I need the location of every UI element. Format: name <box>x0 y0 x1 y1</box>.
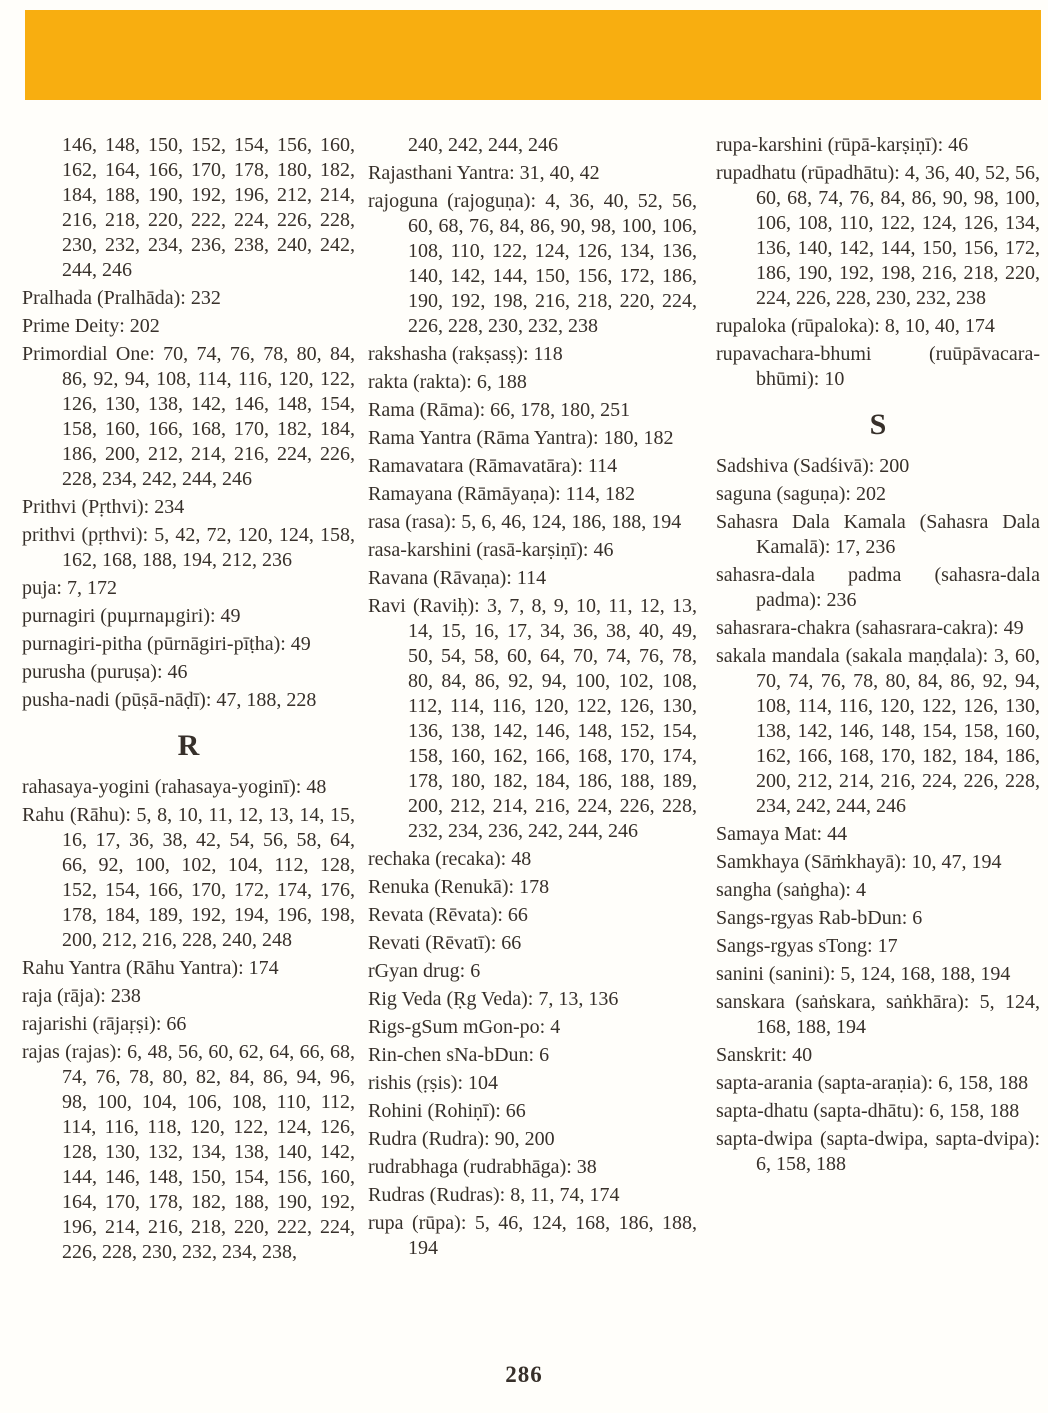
index-entry: Sangs-rgyas Rab-bDun: 6 <box>716 907 923 929</box>
index-entry: rakshasha (rakṣasṣ): 118 <box>368 343 563 365</box>
index-column-3 <box>716 133 1040 1180</box>
index-entry: rajarishi (rājaṛṣi): 66 <box>22 1013 187 1035</box>
index-entry: sahasrara-chakra (sahasrara-cakra): 49 <box>716 617 1024 639</box>
section-heading: S <box>869 408 887 441</box>
index-entry: raja (rāja): 238 <box>22 985 141 1007</box>
index-column-2 <box>368 133 697 1264</box>
index-column-1 <box>22 133 355 1268</box>
index-entry: Rig Veda (Ṛg Veda): 7, 13, 136 <box>368 988 619 1010</box>
index-entry: Ramavatara (Rāmavatāra): 114 <box>368 455 618 477</box>
index-entry: rupaloka (rūpaloka): 8, 10, 40, 174 <box>716 315 995 337</box>
index-entry: Sadshiva (Sadśivā): 200 <box>716 455 910 477</box>
index-entry: Revati (Rēvatī): 66 <box>368 932 522 954</box>
index-entry: Revata (Rēvata): 66 <box>368 904 528 926</box>
index-entry: rishis (ṛṣis): 104 <box>368 1072 498 1094</box>
index-entry: Rama Yantra (Rāma Yantra): 180, 182 <box>368 427 674 449</box>
index-entry: rajoguna (rajoguṇa): 4, 36, 40, 52, 56, 60, 68, 76, 84, 86, 90, 98, 100, 106, 108, 110, 122, 124, 126, 134, 136, 140, 142, 144, 150, 156, 172, 186, 190, 192, 198, 216, 218, 220, 224, 226, 228, 230, 232, 238 <box>368 190 697 337</box>
index-entry: sapta-arania (sapta-araṇia): 6, 158, 188 <box>716 1072 1029 1094</box>
index-entry: Prithvi (Pṛthvi): 234 <box>22 496 185 518</box>
index-entry: puja: 7, 172 <box>22 577 117 599</box>
index-entry: Rama (Rāma): 66, 178, 180, 251 <box>368 399 631 421</box>
index-entry: saguna (saguṇa): 202 <box>716 483 886 505</box>
index-entry: rahasaya-yogini (rahasaya-yoginī): 48 <box>22 776 327 798</box>
index-entry: Rajasthani Yantra: 31, 40, 42 <box>368 162 600 184</box>
index-entry: sanskara (saṅskara, saṅkhāra): 5, 124, 168, 188, 194 <box>716 991 1040 1038</box>
index-entry: Primordial One: 70, 74, 76, 78, 80, 84, 86, 92, 94, 108, 114, 116, 120, 122, 126, 130, 138, 142, 146, 148, 154, 158, 160, 166, 168, 170, 182, 184, 186, 200, 212, 214, 216, 224, 226, 228, 234, 242, 244, 246 <box>22 343 355 490</box>
index-entry: sakala mandala (sakala maṇḍala): 3, 60, 70, 74, 76, 78, 80, 84, 86, 92, 94, 108, 114, 116, 120, 122, 126, 130, 138, 142, 146, 148, 154, 158, 160, 162, 166, 168, 170, 182, 184, 186, 200, 212, 214, 216, 224, 226, 228, 234, 242, 244, 246 <box>716 645 1040 817</box>
index-entry: sapta-dwipa (sapta-dwipa, sapta-dvipa): 6, 158, 188 <box>716 1128 1040 1175</box>
page-number: 286 <box>505 1362 543 1387</box>
index-entry: Pralhada (Pralhāda): 232 <box>22 287 221 309</box>
index-entry: rupadhatu (rūpadhātu): 4, 36, 40, 52, 56, 60, 68, 74, 76, 84, 86, 90, 98, 100, 106, 108, 110, 122, 124, 126, 134, 136, 140, 142, 144, 150, 156, 172, 186, 190, 192, 198, 216, 218, 220, 224, 226, 228, 230, 232, 238 <box>716 162 1040 309</box>
index-entry: sapta-dhatu (sapta-dhātu): 6, 158, 188 <box>716 1100 1020 1122</box>
index-entry: Prime Deity: 202 <box>22 315 160 337</box>
index-entry: Rigs-gSum mGon-po: 4 <box>368 1016 561 1038</box>
index-entry: Rahu Yantra (Rāhu Yantra): 174 <box>22 957 279 979</box>
index-entry: Samaya Mat: 44 <box>716 823 848 845</box>
index-entry: rechaka (recaka): 48 <box>368 848 532 870</box>
index-entry: Sangs-rgyas sTong: 17 <box>716 935 898 957</box>
index-entry-continuation: 146, 148, 150, 152, 154, 156, 160, 162, 164, 166, 170, 178, 180, 182, 184, 188, 190, 192, 196, 212, 214, 216, 218, 220, 222, 224, 226, 228, 230, 232, 234, 236, 238, 240, 242, 244, 246 <box>62 134 355 281</box>
index-entry: Rin-chen sNa-bDun: 6 <box>368 1044 550 1066</box>
index-entry: rupa-karshini (rūpā-karṣiṇī): 46 <box>716 134 969 156</box>
index-entry: rupa (rūpa): 5, 46, 124, 168, 186, 188, 194 <box>368 1212 697 1259</box>
index-entry: purnagiri (puµrnaµgiri): 49 <box>22 605 241 627</box>
index-entry: rGyan drug: 6 <box>368 960 481 982</box>
index-entry: pusha-nadi (pūṣā-nāḍī): 47, 188, 228 <box>22 689 317 711</box>
index-entry: sahasra-dala padma (sahasra-dala padma): 236 <box>716 564 1040 611</box>
index-entry: sanini (sanini): 5, 124, 168, 188, 194 <box>716 963 1011 985</box>
decorative-header-band <box>25 10 1041 100</box>
index-entry: Renuka (Renukā): 178 <box>368 876 550 898</box>
index-entry-continuation: 240, 242, 244, 246 <box>408 134 558 156</box>
index-entry: purusha (puruṣa): 46 <box>22 661 188 683</box>
index-entry: purnagiri-pitha (pūrnāgiri-pīṭha): 49 <box>22 633 311 655</box>
index-entry: Ramayana (Rāmāyaṇa): 114, 182 <box>368 483 635 505</box>
index-entry: Rohini (Rohiṇī): 66 <box>368 1100 526 1122</box>
index-entry: rakta (rakta): 6, 188 <box>368 371 527 393</box>
index-entry: rupavachara-bhumi (ruūpāvacara-bhūmi): 10 <box>716 343 1040 390</box>
index-entry: Ravi (Raviḥ): 3, 7, 8, 9, 10, 11, 12, 13, 14, 15, 16, 17, 34, 36, 38, 40, 49, 50, 54, 58, 60, 64, 70, 74, 76, 78, 80, 84, 86, 92, 94, 100, 102, 108, 112, 114, 116, 120, 122, 126, 130, 136, 138, 142, 146, 148, 152, 154, 158, 160, 162, 166, 168, 170, 174, 178, 180, 182, 184, 186, 188, 189, 200, 212, 214, 216, 224, 226, 228, 232, 234, 236, 242, 244, 246 <box>368 595 697 842</box>
index-entry: prithvi (pṛthvi): 5, 42, 72, 120, 124, 158, 162, 168, 188, 194, 212, 236 <box>22 524 355 571</box>
index-entry: rajas (rajas): 6, 48, 56, 60, 62, 64, 66, 68, 74, 76, 78, 80, 82, 84, 86, 94, 96, 98, 100, 104, 106, 108, 110, 112, 114, 116, 118, 120, 122, 124, 126, 128, 130, 132, 134, 138, 140, 142, 144, 146, 148, 150, 154, 156, 160, 164, 170, 178, 182, 188, 190, 192, 196, 214, 216, 218, 220, 222, 224, 226, 228, 230, 232, 234, 238, <box>22 1041 355 1263</box>
section-heading: R <box>177 729 200 762</box>
index-entry: Samkhaya (Sāṁkhayā): 10, 47, 194 <box>716 851 1002 873</box>
index-entry: Sahasra Dala Kamala (Sahasra Dala Kamalā): 17, 236 <box>716 511 1040 558</box>
index-entry: Sanskrit: 40 <box>716 1044 813 1066</box>
index-entry: rasa (rasa): 5, 6, 46, 124, 186, 188, 194 <box>368 511 682 533</box>
index-entry: Rahu (Rāhu): 5, 8, 10, 11, 12, 13, 14, 15, 16, 17, 36, 38, 42, 54, 56, 58, 64, 66, 92, 100, 102, 104, 112, 128, 152, 154, 166, 170, 172, 174, 176, 178, 184, 189, 192, 194, 196, 198, 200, 212, 216, 228, 240, 248 <box>22 804 355 951</box>
index-entry: Rudra (Rudra): 90, 200 <box>368 1128 555 1150</box>
index-entry: Ravana (Rāvaṇa): 114 <box>368 567 547 589</box>
index-entry: Rudras (Rudras): 8, 11, 74, 174 <box>368 1184 620 1206</box>
index-entry: rasa-karshini (rasā-karṣiṇī): 46 <box>368 539 614 561</box>
index-entry: rudrabhaga (rudrabhāga): 38 <box>368 1156 597 1178</box>
index-entry: sangha (saṅgha): 4 <box>716 879 866 901</box>
